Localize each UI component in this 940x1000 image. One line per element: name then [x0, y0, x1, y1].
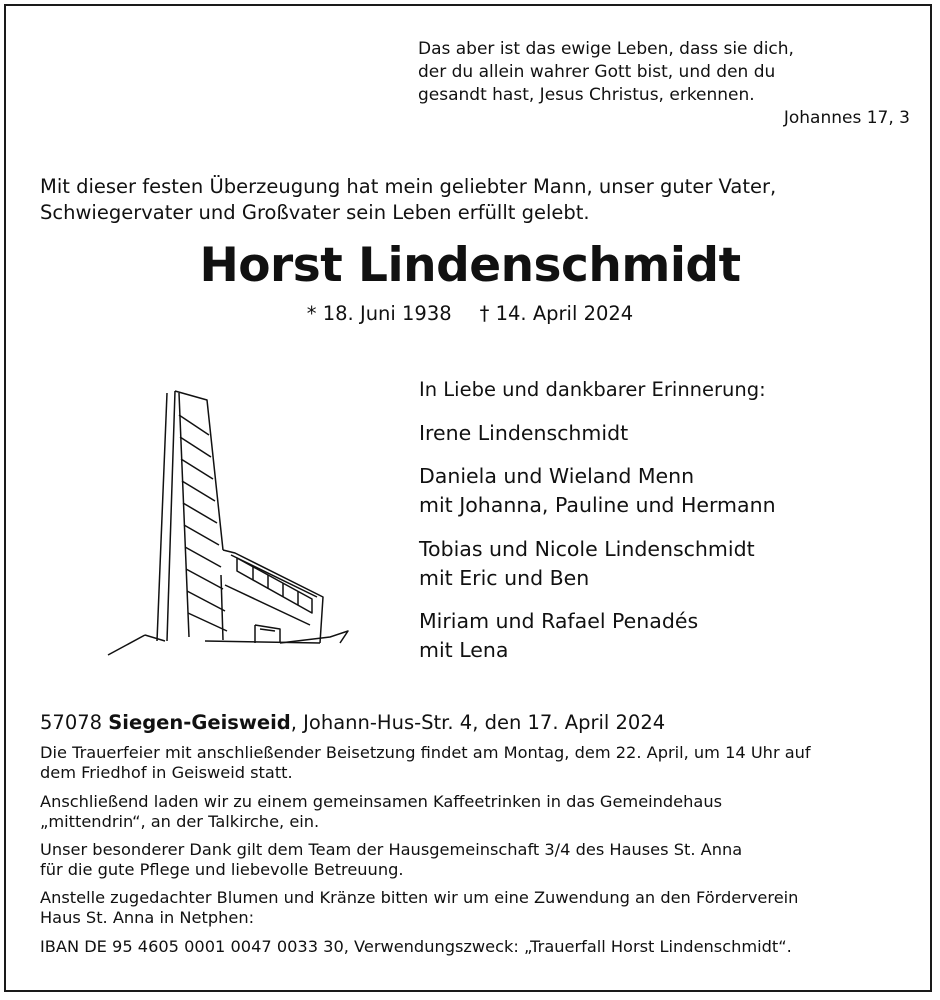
- mourner-entry: Irene Lindenschmidt: [419, 421, 629, 445]
- death-date: † 14. April 2024: [479, 302, 634, 325]
- place-date-line: [40, 711, 665, 734]
- verse-line-1: Das aber ist das ewige Leben, dass sie dich,: [418, 39, 794, 59]
- info-line: Anschließend laden wir zu einem gemeinsamen Kaffeetrinken in das Gemeindehaus: [40, 792, 723, 811]
- mourner-entry: Daniela und Wieland Menn: [419, 464, 695, 488]
- mourners-heading: In Liebe und dankbarer Erinnerung:: [419, 378, 766, 401]
- info-line: Haus St. Anna in Netphen:: [40, 908, 255, 927]
- deceased-name: Horst Lindenschmidt: [199, 238, 741, 293]
- birth-date: * 18. Juni 1938: [306, 302, 452, 325]
- mourner-entry: Tobias und Nicole Lindenschmidt: [419, 537, 755, 561]
- info-line: Anstelle zugedachter Blumen und Kränze bitten wir um eine Zuwendung an den Förderverein: [40, 888, 799, 907]
- intro-line-1: Mit dieser festen Überzeugung hat mein geliebter Mann, unser guter Vater,: [40, 175, 777, 198]
- address-date: , Johann-Hus-Str. 4, den 17. April 2024: [290, 711, 666, 734]
- info-line: Die Trauerfeier mit anschließender Beisetzung findet am Montag, dem 22. April, um 14 Uhr auf: [40, 743, 811, 762]
- info-line: IBAN DE 95 4605 0001 0047 0033 30, Verwendungszweck: „Trauerfall Horst Lindenschmidt“.: [40, 937, 792, 956]
- verse-line-3: gesandt hast, Jesus Christus, erkennen.: [418, 85, 755, 105]
- mourner-entry: mit Eric und Ben: [419, 566, 590, 590]
- mourner-entry: mit Johanna, Pauline und Hermann: [419, 493, 776, 517]
- mourner-entry: Miriam und Rafael Penadés: [419, 609, 699, 633]
- info-line: für die gute Pflege und liebevolle Betreuung.: [40, 860, 404, 879]
- intro-line-2: Schwiegervater und Großvater sein Leben erfüllt gelebt.: [40, 201, 590, 224]
- church-drawing-icon: [105, 385, 355, 660]
- postcode: 57078: [40, 711, 103, 734]
- city: Siegen-Geisweid: [108, 711, 291, 734]
- mourner-entry: mit Lena: [419, 638, 509, 662]
- verse-line-2: der du allein wahrer Gott bist, und den du: [418, 62, 776, 82]
- info-line: „mittendrin“, an der Talkirche, ein.: [40, 812, 320, 831]
- verse-reference: Johannes 17, 3: [783, 108, 910, 128]
- info-line: Unser besonderer Dank gilt dem Team der Hausgemeinschaft 3/4 des Hauses St. Anna: [40, 840, 743, 859]
- info-line: dem Friedhof in Geisweid statt.: [40, 763, 293, 782]
- life-dates: [0, 302, 940, 325]
